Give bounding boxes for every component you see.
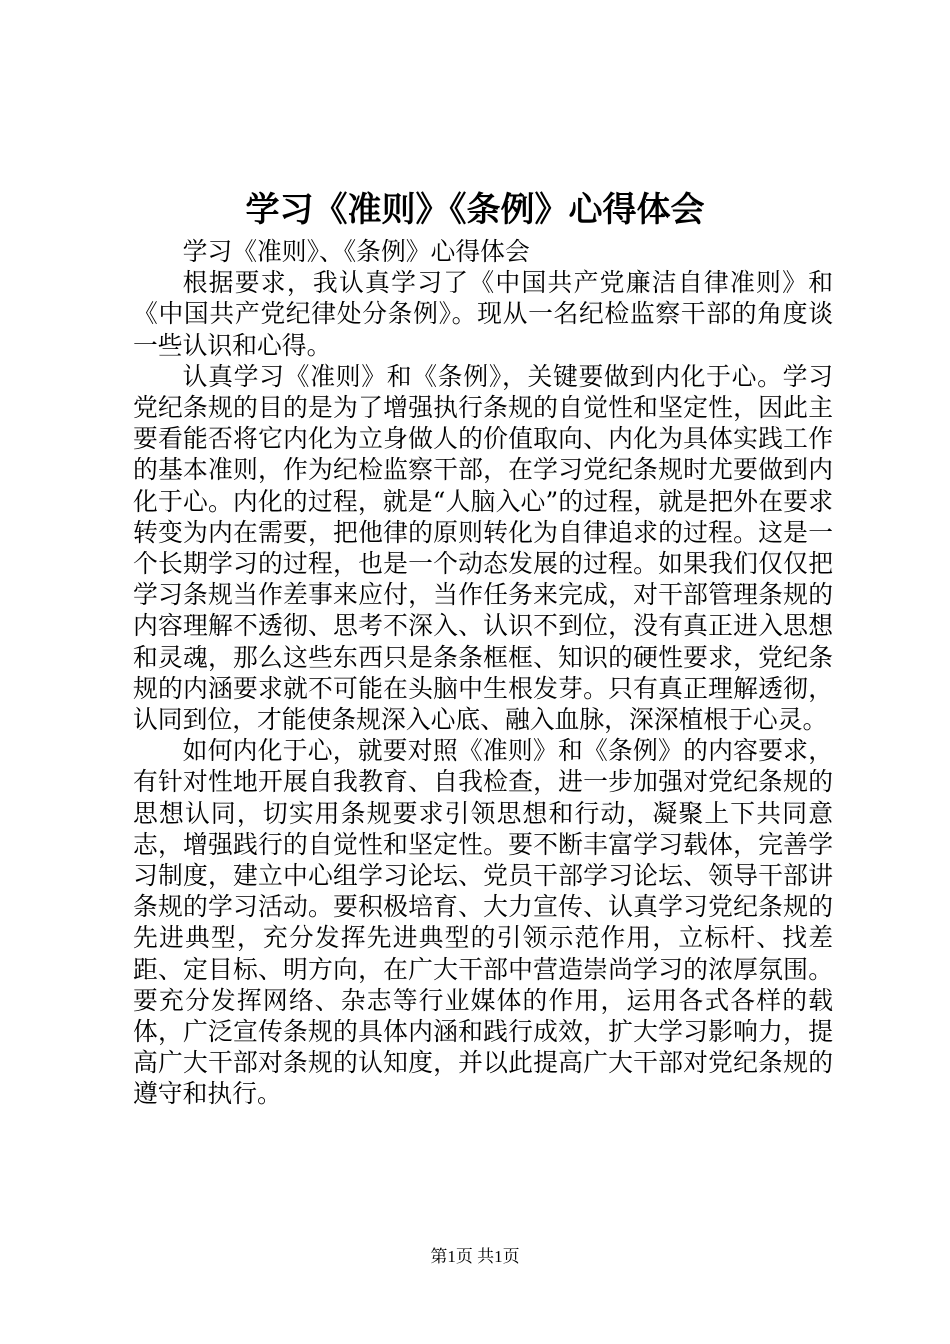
body-paragraph-subtitle: 学习《准则》、《条例》心得体会 [182, 237, 530, 266]
document-title: 学习《准则》《条例》心得体会 [245, 190, 705, 230]
body-paragraph-internalize: 认真学习《准则》和《条例》，关键要做到内化于心。学习党纪条规的目的是为了增强执行条规的自觉性和坚定性，因此主要看能否将它内化为立身做人的价值取向、内化为具体实践工作的基本准则，作为纪检监察干部，在学习党纪条规时尤要做到内化于心。内化的过程，就是“人脑入心”的过程，就是把外在要求转变为内在需要，把他律的原则转化为自律追求的过程。这是一个长期学习的过程，也是一个动态发展的过程。如果我们仅仅把学习条规当作差事来应付，当作任务来完成，对干部管理条规的内容理解不透彻、思考不深入、认识不到位，没有真正进入思想和灵魂，那么这些东西只是条条框框、知识的硬性要求，党纪条规的内涵要求就不可能在头脑中生根发芽。只有真正理解透彻，认同到位，才能使条规深入心底、融入血脉，深深植根于心灵。 [133, 361, 833, 735]
body-paragraph-how-to: 如何内化于心，就要对照《准则》和《条例》的内容要求，有针对性地开展自我教育、自我检查，进一步加强对党纪条规的思想认同，切实用条规要求引领思想和行动，凝聚上下共同意志，增强践行的自觉性和坚定性。要不断丰富学习载体，完善学习制度，建立中心组学习论坛、党员干部学习论坛、领导干部讲条规的学习活动。要积极培育、大力宣传、认真学习党纪条规的先进典型，充分发挥先进典型的引领示范作用，立标杆、找差距、定目标、明方向，在广大干部中营造崇尚学习的浓厚氛围。要充分发挥网络、杂志等行业媒体的作用，运用各式各样的载体，广泛宣传条规的具体内涵和践行成效，扩大学习影响力，提高广大干部对条规的认知度，并以此提高广大干部对党纪条规的遵守和执行。 [133, 736, 833, 1109]
document-body [133, 236, 833, 1110]
page-number-footer: 第1页 共1页 [430, 1247, 520, 1266]
body-paragraph-intro: 根据要求，我认真学习了《中国共产党廉洁自律准则》和《中国共产党纪律处分条例》。现从一名纪检监察干部的角度谈一些认识和心得。 [133, 268, 833, 360]
